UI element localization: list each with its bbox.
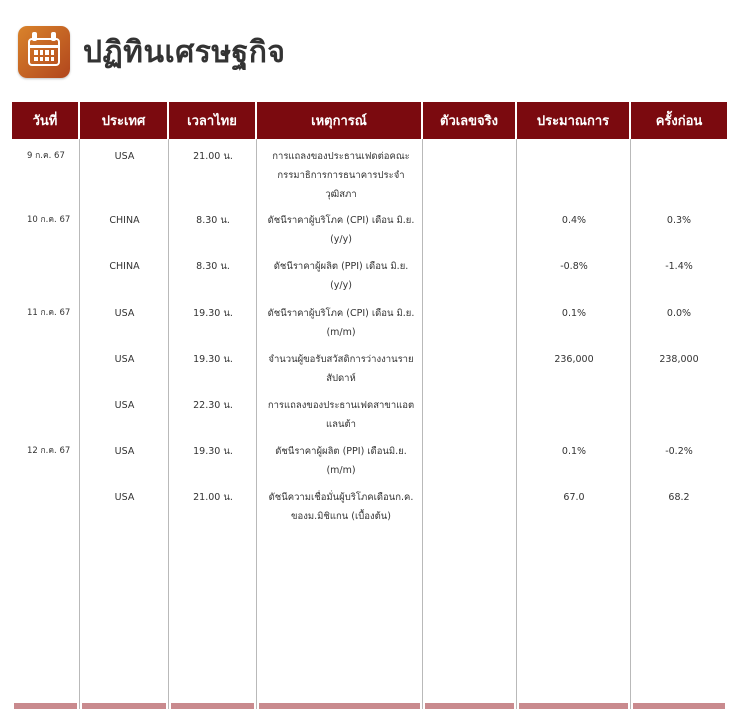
cell-forecast	[517, 388, 631, 434]
cell-time: 19.30 น.	[193, 308, 233, 319]
cell-country: USA	[114, 446, 135, 457]
column-header-previous: ครั้งก่อน	[631, 102, 727, 139]
economic-calendar-table	[12, 102, 727, 709]
cell-forecast: 67.0	[563, 492, 585, 503]
column-footer-bar	[633, 703, 725, 709]
cell-time: 21.00 น.	[193, 492, 233, 503]
cell-event: ดัชนีราคาผู้บริโภค (CPI) เดือน มิ.ย.(y/y)	[267, 215, 415, 245]
cell-date: 11 ก.ค. 67	[27, 308, 71, 318]
cell-forecast: 0.1%	[561, 308, 587, 319]
table-row	[12, 434, 727, 480]
cell-date: 12 ก.ค. 67	[27, 446, 71, 456]
table-row	[12, 139, 727, 203]
cell-country: CHINA	[109, 215, 140, 226]
cell-event: ดัชนีความเชื่อมั่นผู้บริโภคเดือนก.ค. ของม.มิชิแกน (เบื้องต้น)	[268, 492, 414, 522]
cell-time: 19.30 น.	[193, 446, 233, 457]
cell-forecast: 0.1%	[561, 446, 587, 457]
cell-forecast: 0.4%	[561, 215, 587, 226]
table-row	[12, 249, 727, 296]
cell-date: 10 ก.ค. 67	[27, 215, 71, 225]
cell-actual	[423, 249, 517, 296]
calendar-icon	[18, 26, 70, 78]
cell-actual	[423, 342, 517, 388]
cell-event: การแถลงของประธานเฟดสาขาแอตแลนต้า	[267, 400, 415, 430]
cell-date: 9 ก.ค. 67	[27, 151, 65, 161]
cell-country: USA	[114, 308, 135, 319]
cell-time: 8.30 น.	[196, 261, 230, 272]
cell-country: USA	[114, 151, 135, 162]
cell-time: 22.30 น.	[193, 400, 233, 411]
cell-date	[12, 342, 80, 388]
column-header-forecast: ประมาณการ	[517, 102, 631, 139]
cell-event: จำนวนผู้ขอรับสวัสดิการว่างงานรายสัปดาห์	[268, 354, 414, 384]
cell-previous: 0.0%	[666, 308, 692, 319]
cell-actual	[423, 203, 517, 249]
page-header	[18, 26, 285, 78]
cell-previous: -0.2%	[665, 446, 693, 457]
cell-date	[12, 480, 80, 526]
cell-forecast: -0.8%	[560, 261, 588, 272]
cell-actual	[423, 139, 517, 203]
cell-date	[12, 388, 80, 434]
column-footer-bar	[171, 703, 254, 709]
cell-time: 19.30 น.	[193, 354, 233, 365]
column-header-country: ประเทศ	[80, 102, 169, 139]
cell-date	[12, 249, 80, 296]
table-row	[12, 296, 727, 342]
cell-country: USA	[114, 400, 135, 411]
cell-previous: 238,000	[659, 354, 699, 365]
column-footer-bar	[14, 703, 77, 709]
page-title: ปฏิทินเศรษฐกิจ	[83, 34, 286, 70]
cell-event: ดัชนีราคาผู้ผลิต (PPI) เดือนมิ.ย. (m/m)	[275, 446, 407, 476]
cell-actual	[423, 480, 517, 526]
column-header-actual: ตัวเลขจริง	[423, 102, 517, 139]
column-footer-bar	[82, 703, 166, 709]
table-row	[12, 388, 727, 434]
cell-time: 8.30 น.	[196, 215, 230, 226]
column-footer-bar	[425, 703, 514, 709]
cell-previous: 0.3%	[666, 215, 692, 226]
cell-forecast: 236,000	[554, 354, 594, 365]
cell-country: CHINA	[109, 261, 140, 272]
table-body	[12, 139, 727, 526]
cell-actual	[423, 388, 517, 434]
cell-previous: 68.2	[668, 492, 690, 503]
column-header-event: เหตุการณ์	[257, 102, 423, 139]
column-header-time: เวลาไทย	[169, 102, 257, 139]
column-header-date: วันที่	[12, 102, 80, 139]
table-row	[12, 480, 727, 526]
table-header-row	[12, 102, 727, 139]
cell-forecast	[517, 139, 631, 203]
cell-previous	[631, 139, 727, 203]
cell-country: USA	[114, 354, 135, 365]
cell-event: การแถลงของประธานเฟดต่อคณะกรรมาธิการการธนาคารประจำวุฒิสภา	[272, 151, 410, 200]
column-footer-bar	[519, 703, 628, 709]
column-footer-bar	[259, 703, 420, 709]
cell-previous	[631, 388, 727, 434]
cell-country: USA	[114, 492, 135, 503]
cell-event: ดัชนีราคาผู้บริโภค (CPI) เดือน มิ.ย.(m/m)	[267, 308, 415, 338]
cell-time: 21.00 น.	[193, 151, 233, 162]
cell-actual	[423, 296, 517, 342]
table-row	[12, 342, 727, 388]
cell-event: ดัชนีราคาผู้ผลิต (PPI) เดือน มิ.ย.(y/y)	[273, 261, 409, 291]
cell-actual	[423, 434, 517, 480]
cell-previous: -1.4%	[665, 261, 693, 272]
table-row	[12, 203, 727, 249]
